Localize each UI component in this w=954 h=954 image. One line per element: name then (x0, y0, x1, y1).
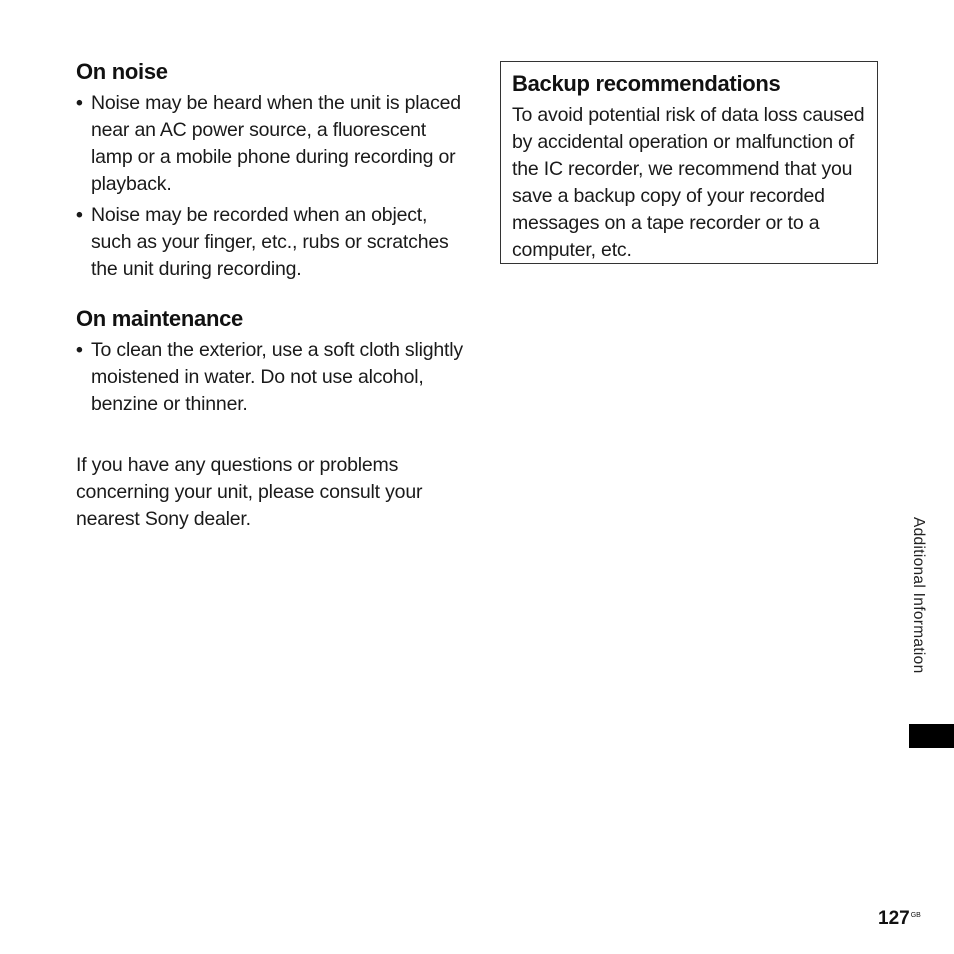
noise-heading: On noise (76, 59, 168, 84)
page-number: $127^{GB}$ (878, 908, 921, 929)
bullet-icon: • (76, 204, 83, 226)
backup-body: To avoid potential risk of data loss caused by accidental operation or malfunction of the IC recorder, we recommend that you save a backup copy of your recorded messages on a tape recorder or to a computer, etc. (512, 104, 865, 261)
noise-list (76, 90, 466, 283)
bullet-icon: • (76, 92, 83, 114)
section-noise (76, 58, 466, 283)
maintenance-list (76, 337, 466, 418)
bullet-icon: • (76, 339, 83, 361)
backup-recommendations-box (500, 61, 878, 264)
list-item: • Noise may be recorded when an object, such as your finger, etc., rubs or scratches the unit during recording. (76, 204, 449, 280)
closing-paragraph: If you have any questions or problems concerning your unit, please consult your nearest Sony dealer. (76, 454, 423, 530)
backup-heading: Backup recommendations (512, 71, 781, 96)
section-tab-marker (909, 724, 954, 748)
list-item: • To clean the exterior, use a soft cloth slightly moistened in water. Do not use alcohol, benzine or thinner. (76, 339, 463, 415)
section-maintenance (76, 305, 466, 418)
left-column (76, 58, 466, 533)
maintenance-heading: On maintenance (76, 306, 243, 331)
section-side-label: Additional Information (910, 517, 927, 674)
list-item: • Noise may be heard when the unit is placed near an AC power source, a fluorescent lamp or a mobile phone during recording or playback. (76, 92, 461, 195)
page-suffix: GB (910, 912, 921, 919)
